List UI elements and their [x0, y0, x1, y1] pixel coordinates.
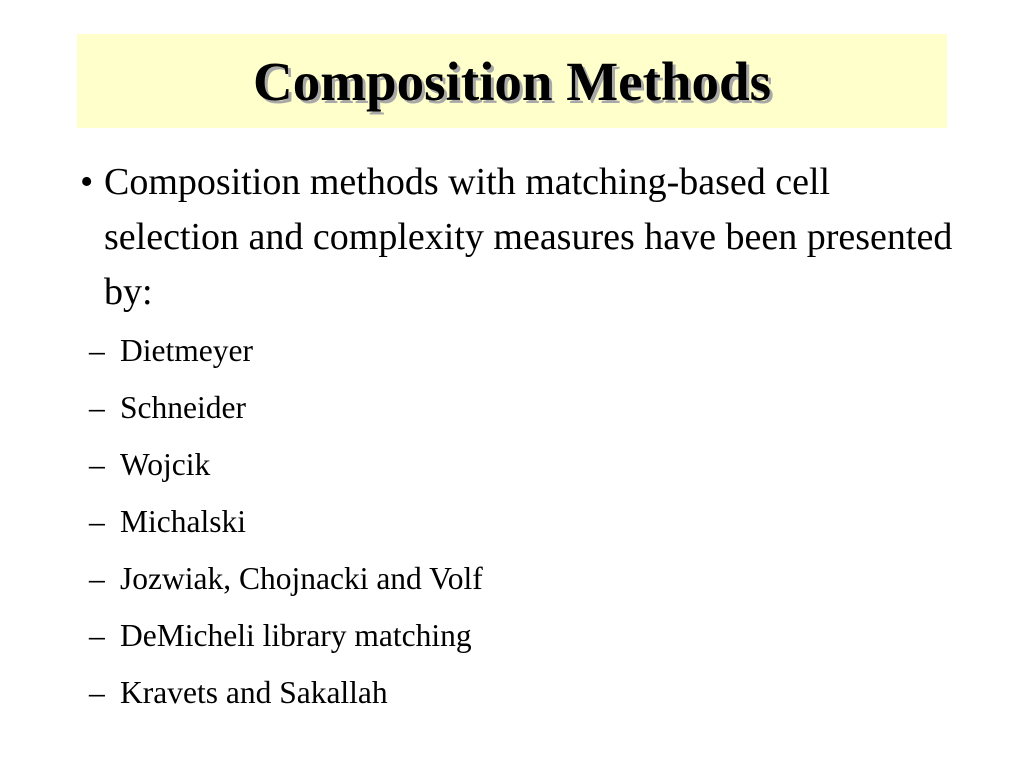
list-item	[77, 550, 957, 607]
list-item-text: Dietmeyer	[120, 333, 253, 368]
list-item-text: DeMicheli library matching	[120, 618, 472, 653]
main-bullet-text: Composition methods with matching-based cell selection and complexity measures have been presented by:	[104, 161, 953, 313]
author-list	[77, 322, 957, 721]
title-banner	[77, 34, 947, 128]
list-item	[77, 322, 957, 379]
list-item-text: Michalski	[120, 504, 246, 539]
dash-marker: –	[89, 675, 105, 710]
dash-marker: –	[89, 333, 105, 368]
main-bullet	[77, 155, 957, 320]
list-item-text: Jozwiak, Chojnacki and Volf	[120, 561, 483, 596]
list-item-text: Schneider	[120, 390, 246, 425]
dash-marker: –	[89, 561, 105, 596]
list-item-text: Kravets and Sakallah	[120, 675, 388, 710]
bullet-marker: •	[80, 161, 94, 203]
dash-marker: –	[89, 504, 105, 539]
list-item	[77, 379, 957, 436]
slide-title: Composition Methods	[253, 50, 771, 112]
slide-body	[77, 155, 957, 721]
dash-marker: –	[89, 447, 105, 482]
list-item	[77, 436, 957, 493]
list-item	[77, 607, 957, 664]
list-item-text: Wojcik	[120, 447, 211, 482]
list-item	[77, 493, 957, 550]
list-item	[77, 664, 957, 721]
dash-marker: –	[89, 390, 105, 425]
dash-marker: –	[89, 618, 105, 653]
